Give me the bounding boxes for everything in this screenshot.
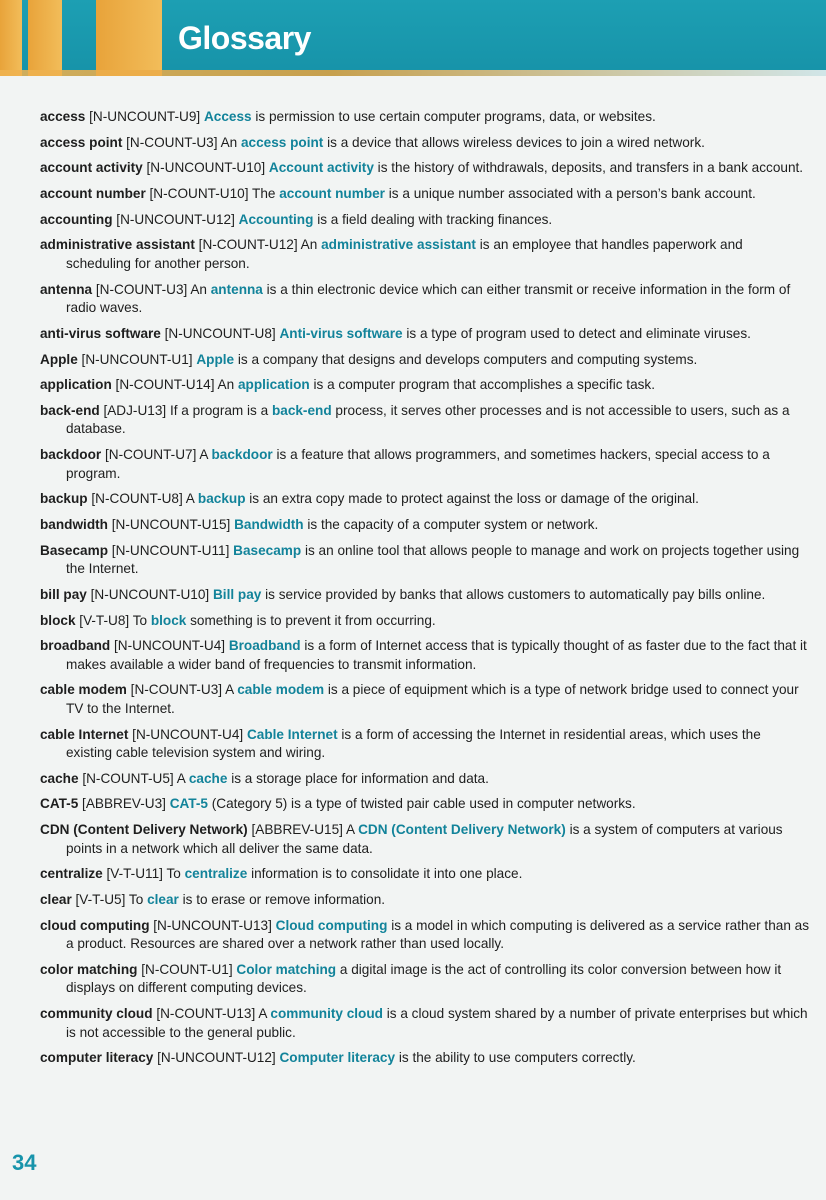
glossary-entry: [40, 726, 810, 763]
entry-term: clear: [40, 892, 72, 907]
entry-lead: An: [190, 281, 207, 297]
entry-highlight: backup: [197, 491, 246, 507]
entry-highlight: centralize: [184, 866, 248, 882]
entry-highlight: back-end: [271, 402, 332, 418]
glossary-entry: [40, 586, 810, 605]
entry-term: backup: [40, 491, 88, 507]
glossary-entry: [40, 402, 810, 439]
entry-tag: [N-UNCOUNT-U13]: [153, 917, 272, 933]
entry-lead: A: [258, 1006, 267, 1022]
entry-definition: is a cloud system shared by a number of private enterprises but which is not accessible to the general public.: [66, 1006, 808, 1040]
entry-highlight: access point: [240, 134, 324, 150]
entry-highlight: Bill pay: [212, 586, 262, 602]
glossary-entry: [40, 490, 810, 509]
entry-highlight: community cloud: [270, 1006, 383, 1022]
entry-tag: [N-COUNT-U3]: [130, 682, 223, 698]
entry-definition: is a form of Internet access that is typically thought of as faster due to the fact that it makes available a wider band of frequencies to transmit information.: [66, 638, 807, 672]
entry-tag: [ABBREV-U15]: [251, 822, 343, 838]
entry-definition: is a type of program used to detect and eliminate viruses.: [406, 325, 751, 341]
entry-term: community cloud: [40, 1006, 153, 1022]
entry-term: cache: [40, 770, 79, 786]
entry-definition: is a company that designs and develops computers and computing systems.: [237, 351, 698, 367]
entry-term: back-end: [40, 402, 100, 418]
entry-highlight: account number: [279, 186, 385, 202]
entry-lead: An: [300, 237, 318, 253]
entry-highlight: Bandwidth: [234, 516, 304, 532]
glossary-entry: [40, 542, 810, 579]
entry-tag: [ABBREV-U3]: [82, 796, 166, 812]
glossary-entry: [40, 961, 810, 998]
entry-tag: [N-COUNT-U3]: [95, 281, 188, 297]
entry-definition: is a thin electronic device which can either transmit or receive information in the form of radio waves.: [66, 281, 791, 316]
glossary-entry: [40, 516, 810, 535]
entry-term: anti-virus software: [40, 325, 161, 341]
glossary-entry: [40, 865, 810, 884]
entry-tag: [N-UNCOUNT-U15]: [111, 516, 231, 532]
entry-definition: is an extra copy made to protect against the loss or damage of the original.: [249, 491, 699, 507]
entry-tag: [V-T-U11]: [106, 866, 163, 882]
page-title: Glossary: [178, 20, 311, 56]
glossary-entry: [40, 159, 810, 178]
entry-term: cable Internet: [40, 726, 129, 742]
entry-definition: is an online tool that allows people to manage and work on projects together using the Internet.: [66, 542, 800, 577]
entry-lead: A: [225, 682, 234, 698]
entry-tag: [N-UNCOUNT-U8]: [164, 325, 276, 341]
entry-term: backdoor: [40, 447, 102, 463]
entry-definition: is the history of withdrawals, deposits, and transfers in a bank account.: [377, 160, 804, 176]
entry-tag: [N-UNCOUNT-U1]: [81, 351, 193, 367]
glossary-entry: [40, 134, 810, 153]
entry-definition: is a form of accessing the Internet in residential areas, which uses the existing cable television system and wiring.: [66, 726, 761, 761]
entry-tag: [N-COUNT-U14]: [115, 377, 215, 393]
entry-definition: is an employee that handles paperwork and scheduling for another person.: [66, 237, 743, 271]
glossary-entry: [40, 211, 810, 230]
entry-term: bill pay: [40, 586, 87, 602]
entry-lead: To: [166, 866, 181, 882]
entry-term: account activity: [40, 160, 143, 176]
entry-tag: [ADJ-U13]: [103, 402, 167, 418]
entry-definition: is a device that allows wireless devices to join a wired network.: [327, 134, 705, 150]
glossary-entry: [40, 770, 810, 789]
entry-lead: To: [132, 612, 148, 628]
entry-definition: is a piece of equipment which is a type of network bridge used to connect your TV to the Internet.: [66, 682, 799, 716]
entry-term: CDN (Content Delivery Network): [40, 822, 248, 838]
entry-definition: is a model in which computing is delivered as a service rather than as a product. Resources are shared over a network rather than used locally.: [66, 917, 810, 952]
entry-lead: To: [128, 892, 144, 907]
entry-tag: [N-COUNT-U13]: [156, 1006, 256, 1022]
entry-highlight: antenna: [210, 281, 263, 297]
entry-term: color matching: [40, 961, 138, 977]
entry-tag: [N-UNCOUNT-U4]: [132, 726, 244, 742]
glossary-list: [40, 108, 810, 1075]
entry-highlight: Apple: [196, 351, 235, 367]
entry-tag: [V-T-U5]: [75, 892, 126, 907]
entry-term: broadband: [40, 638, 111, 654]
entry-term: Basecamp: [40, 542, 109, 558]
entry-highlight: Cable Internet: [246, 726, 338, 742]
entry-definition: is a feature that allows programmers, and sometimes hackers, special access to a program.: [66, 447, 770, 481]
entry-tag: [N-COUNT-U8]: [91, 491, 183, 507]
glossary-entry: [40, 108, 810, 127]
glossary-entry: [40, 612, 810, 631]
entry-lead: The: [252, 186, 276, 202]
entry-definition: information is to consolidate it into one place.: [251, 866, 523, 882]
glossary-entry: [40, 281, 810, 318]
entry-highlight: cable modem: [237, 682, 325, 698]
glossary-entry: [40, 376, 810, 395]
glossary-entry: [40, 185, 810, 204]
header-bottom-band: [0, 76, 826, 102]
entry-definition: something is to prevent it from occurring.: [190, 612, 436, 628]
entry-definition: is the capacity of a computer system or network.: [307, 516, 599, 532]
entry-definition: a digital image is the act of controlling its color conversion between how it displays on different computing devices.: [66, 961, 782, 996]
entry-highlight: clear: [147, 892, 179, 907]
entry-definition: is a unique number associated with a person’s bank account.: [388, 186, 756, 202]
entry-lead: An: [220, 134, 238, 150]
entry-definition: is a system of computers at various points in a network which all deliver the same data.: [66, 822, 783, 856]
entry-highlight: Basecamp: [233, 542, 302, 558]
entry-tag: [N-COUNT-U12]: [198, 237, 298, 253]
entry-term: bandwidth: [40, 516, 108, 532]
entry-lead: If a program is a: [169, 402, 269, 418]
entry-term: administrative assistant: [40, 237, 195, 253]
entry-highlight: Color matching: [236, 961, 337, 977]
entry-highlight: Anti-virus software: [279, 325, 403, 341]
entry-definition: is a storage place for information and data.: [231, 770, 489, 786]
entry-tag: [N-UNCOUNT-U12]: [157, 1050, 276, 1066]
entry-definition: is a computer program that accomplishes a specific task.: [313, 377, 655, 393]
entry-highlight: administrative assistant: [321, 237, 476, 253]
entry-lead: An: [217, 377, 235, 393]
entry-term: cloud computing: [40, 917, 150, 933]
entry-lead: A: [199, 447, 208, 463]
entry-term: account number: [40, 186, 146, 202]
glossary-entry: [40, 891, 810, 910]
entry-tag: [V-T-U8]: [79, 612, 130, 628]
entry-lead: A: [345, 822, 355, 838]
entry-tag: [N-COUNT-U3]: [126, 134, 218, 150]
entry-definition: (Category 5) is a type of twisted pair cable used in computer networks.: [211, 796, 636, 812]
glossary-entry: [40, 1049, 810, 1068]
entry-highlight: CAT-5: [169, 796, 208, 812]
entry-term: cable modem: [40, 682, 127, 698]
entry-term: accounting: [40, 211, 113, 227]
entry-tag: [N-UNCOUNT-U9]: [89, 109, 201, 124]
glossary-entry: [40, 917, 810, 954]
entry-highlight: Broadband: [228, 638, 301, 654]
entry-tag: [N-UNCOUNT-U11]: [111, 542, 230, 558]
glossary-entry: [40, 637, 810, 674]
entry-term: centralize: [40, 866, 103, 882]
entry-term: access point: [40, 134, 123, 150]
glossary-entry: [40, 821, 810, 858]
entry-definition: is the ability to use computers correctly.: [398, 1050, 636, 1066]
entry-definition: is service provided by banks that allows customers to automatically pay bills online.: [265, 586, 766, 602]
glossary-entry: [40, 1005, 810, 1042]
entry-lead: A: [185, 491, 195, 507]
glossary-entry: [40, 236, 810, 273]
entry-tag: [N-COUNT-U7]: [104, 447, 197, 463]
entry-highlight: backdoor: [211, 447, 273, 463]
entry-term: antenna: [40, 281, 93, 297]
entry-tag: [N-COUNT-U10]: [149, 186, 249, 202]
entry-term: access: [40, 109, 86, 124]
entry-definition: is to erase or remove information.: [182, 892, 386, 907]
entry-highlight: Cloud computing: [275, 917, 388, 933]
entry-term: CAT-5: [40, 796, 79, 812]
entry-lead: A: [176, 770, 186, 786]
glossary-entry: [40, 351, 810, 370]
entry-highlight: Account activity: [268, 160, 374, 176]
entry-term: block: [40, 612, 76, 628]
glossary-entry: [40, 446, 810, 483]
glossary-entry: [40, 681, 810, 718]
entry-term: application: [40, 377, 112, 393]
entry-term: computer literacy: [40, 1050, 154, 1066]
entry-highlight: Computer literacy: [279, 1050, 396, 1066]
entry-term: Apple: [40, 351, 78, 367]
entry-tag: [N-UNCOUNT-U10]: [146, 160, 266, 176]
entry-tag: [N-COUNT-U1]: [141, 961, 233, 977]
entry-highlight: Accounting: [238, 211, 314, 227]
entry-highlight: CDN (Content Delivery Network): [358, 822, 566, 838]
glossary-entry: [40, 325, 810, 344]
entry-definition: process, it serves other processes and is not accessible to users, such as a database.: [66, 402, 790, 437]
entry-highlight: cache: [188, 770, 228, 786]
glossary-entry: [40, 795, 810, 814]
page-number: 34: [12, 1150, 37, 1175]
entry-tag: [N-UNCOUNT-U10]: [90, 586, 210, 602]
entry-highlight: block: [150, 612, 187, 628]
entry-tag: [N-COUNT-U5]: [82, 770, 174, 786]
entry-definition: is permission to use certain computer programs, data, or websites.: [255, 109, 656, 124]
entry-definition: is a field dealing with tracking finances.: [317, 211, 553, 227]
entry-tag: [N-UNCOUNT-U4]: [114, 638, 226, 654]
entry-highlight: Access: [203, 109, 252, 124]
entry-highlight: application: [237, 377, 310, 393]
entry-tag: [N-UNCOUNT-U12]: [116, 211, 235, 227]
